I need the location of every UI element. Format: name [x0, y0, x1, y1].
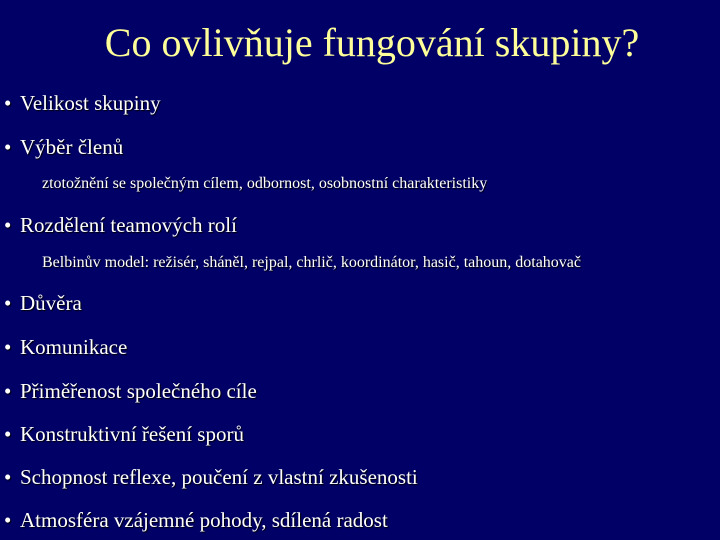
bullet-item: [4, 91, 161, 115]
bullet-icon: •: [4, 213, 12, 237]
bullet-icon: •: [4, 465, 12, 489]
bullet-icon: •: [4, 335, 12, 359]
bullet-icon: •: [4, 508, 12, 532]
bullet-item-label: Komunikace: [20, 335, 128, 359]
bullet-item-label: Přiměřenost společného cíle: [20, 379, 257, 403]
bullet-item: [4, 213, 237, 237]
bullet-item: [4, 422, 244, 446]
sub-item: ztotožnění se společným cílem, odbornost, osobnostní charakteristiky: [42, 175, 488, 192]
bullet-item: [4, 291, 82, 315]
bullet-icon: •: [4, 135, 12, 159]
slide-title: Co ovlivňuje fungování skupiny?: [104, 20, 640, 65]
bullet-item-label: Konstruktivní řešení sporů: [20, 422, 244, 446]
bullet-item-label: Rozdělení teamových rolí: [20, 213, 237, 237]
sub-item: Belbinův model: režisér, sháněl, rejpal, chrlič, koordinátor, hasič, tahoun, dotahovač: [42, 254, 581, 271]
bullet-item: [4, 135, 123, 159]
bullet-item-label: Atmosféra vzájemné pohody, sdílená radost: [20, 508, 388, 532]
bullet-item-label: Velikost skupiny: [20, 91, 161, 115]
bullet-item: [4, 379, 257, 403]
bullet-icon: •: [4, 422, 12, 446]
bullet-icon: •: [4, 91, 12, 115]
bullet-icon: •: [4, 291, 12, 315]
bullet-item-label: Důvěra: [20, 291, 82, 315]
bullet-icon: •: [4, 379, 12, 403]
bullet-item: [4, 508, 388, 532]
bullet-item: [4, 335, 127, 359]
bullet-item: [4, 465, 418, 489]
bullet-item-label: Výběr členů: [20, 135, 124, 159]
bullet-item-label: Schopnost reflexe, poučení z vlastní zkušenosti: [20, 465, 418, 489]
